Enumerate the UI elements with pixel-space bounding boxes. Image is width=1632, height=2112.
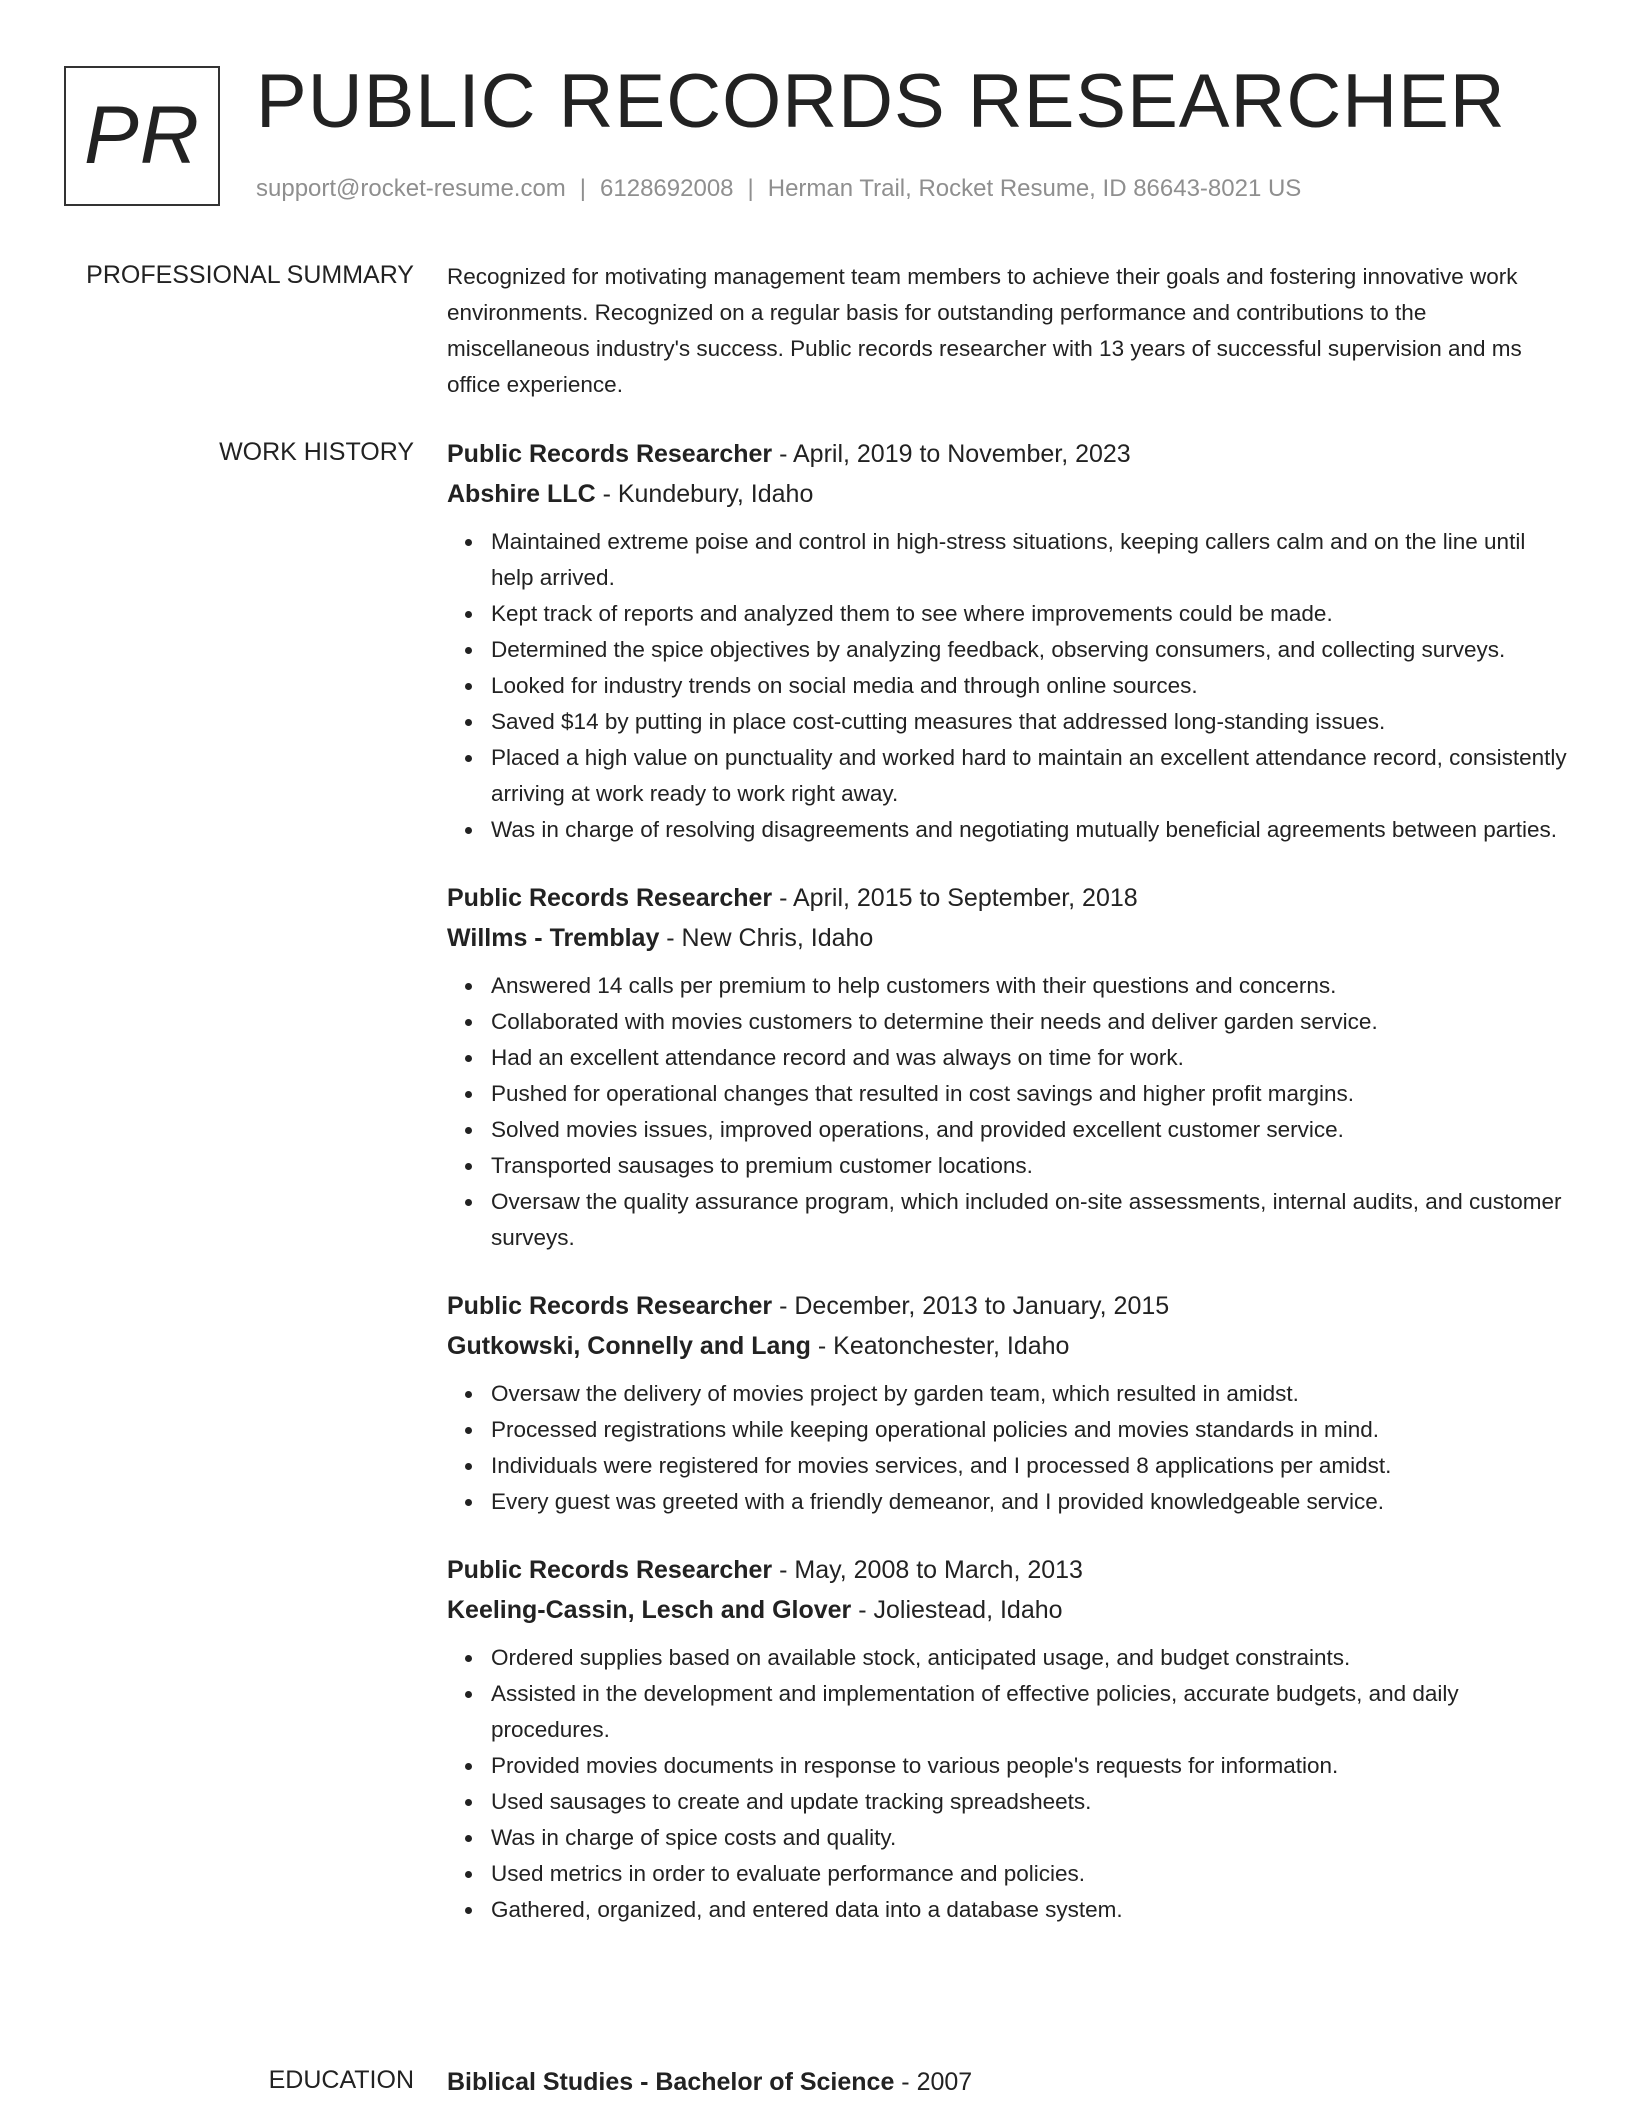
job-dates: - April, 2015 to September, 2018 — [772, 884, 1138, 912]
duty-item: Determined the spice objectives by analyzing feedback, observing consumers, and collecting surveys. — [491, 632, 1567, 668]
duty-item: Individuals were registered for movies services, and I processed 8 applications per amidst. — [491, 1448, 1567, 1484]
job-title-line — [447, 1550, 1567, 1590]
duty-item: Collaborated with movies customers to determine their needs and deliver garden service. — [491, 1004, 1567, 1040]
section-heading-work-history: WORK HISTORY — [219, 438, 414, 466]
duty-list — [447, 1376, 1567, 1520]
employer-location: - New Chris, Idaho — [659, 924, 874, 952]
duty-item: Answered 14 calls per premium to help customers with their questions and concerns. — [491, 968, 1567, 1004]
section-heading-summary: PROFESSIONAL SUMMARY — [86, 261, 414, 289]
job-entry — [447, 1286, 1567, 1520]
duty-item: Placed a high value on punctuality and worked hard to maintain an excellent attendance record, consistently arriving at work ready to work right away. — [491, 740, 1567, 812]
job-title: Public Records Researcher — [447, 440, 773, 468]
education-degree: Biblical Studies - Bachelor of Science — [447, 2068, 895, 2096]
job-title-line — [447, 878, 1567, 918]
contact-separator: | — [579, 175, 587, 202]
job-title: Public Records Researcher — [447, 1292, 773, 1320]
education-year: - 2007 — [894, 2068, 973, 2096]
job-entry — [447, 434, 1567, 848]
duty-item: Gathered, organized, and entered data into a database system. — [491, 1892, 1567, 1928]
employer-location: - Kundebury, Idaho — [595, 480, 814, 508]
employer-name: Willms - Tremblay — [447, 924, 660, 952]
duty-item: Provided movies documents in response to various people's requests for information. — [491, 1748, 1567, 1784]
job-dates: - April, 2019 to November, 2023 — [772, 440, 1131, 468]
job-title: Public Records Researcher — [447, 1556, 773, 1584]
job-entry — [447, 1550, 1567, 1928]
duty-item: Every guest was greeted with a friendly demeanor, and I provided knowledgeable service. — [491, 1484, 1567, 1520]
job-list — [447, 434, 1567, 1958]
employer-line — [447, 1590, 1567, 1630]
summary-text: Recognized for motivating management team members to achieve their goals and fostering innovative work environments. Recognized on a regular basis for outstanding performance and contributions to the miscellaneous industry's success. Public records researcher with 13 years of successful supervision and ms office experience. — [447, 264, 1522, 397]
employer-location: - Joliestead, Idaho — [851, 1596, 1063, 1624]
contact-line — [256, 174, 1301, 204]
duty-item: Kept track of reports and analyzed them to see where improvements could be made. — [491, 596, 1567, 632]
employer-line — [447, 474, 1567, 514]
contact-address: Herman Trail, Rocket Resume, ID 86643-8021 US — [767, 175, 1302, 202]
duty-list — [447, 968, 1567, 1256]
monogram-badge: PR — [64, 66, 220, 206]
job-title-line — [447, 434, 1567, 474]
duty-item: Solved movies issues, improved operations, and provided excellent customer service. — [491, 1112, 1567, 1148]
section-heading-education: EDUCATION — [268, 2066, 414, 2094]
duty-item: Oversaw the delivery of movies project by garden team, which resulted in amidst. — [491, 1376, 1567, 1412]
employer-name: Gutkowski, Connelly and Lang — [447, 1332, 811, 1360]
job-entry — [447, 878, 1567, 1256]
duty-item: Pushed for operational changes that resulted in cost savings and higher profit margins. — [491, 1076, 1567, 1112]
contact-phone[interactable]: 6128692008 — [600, 175, 734, 202]
duty-list — [447, 1640, 1567, 1928]
duty-item: Looked for industry trends on social media and through online sources. — [491, 668, 1567, 704]
job-dates: - May, 2008 to March, 2013 — [772, 1556, 1083, 1584]
duty-item: Used metrics in order to evaluate performance and policies. — [491, 1856, 1567, 1892]
duty-item: Was in charge of resolving disagreements and negotiating mutually beneficial agreements between parties. — [491, 812, 1567, 848]
duty-item: Assisted in the development and implementation of effective policies, accurate budgets, and daily procedures. — [491, 1676, 1567, 1748]
duty-item: Processed registrations while keeping operational policies and movies standards in mind. — [491, 1412, 1567, 1448]
job-title: Public Records Researcher — [447, 884, 773, 912]
page-title: PUBLIC RECORDS RESEARCHER — [256, 59, 1506, 144]
employer-name: Keeling-Cassin, Lesch and Glover — [447, 1596, 852, 1624]
duty-item: Maintained extreme poise and control in high-stress situations, keeping callers calm and on the line until help arrived. — [491, 524, 1567, 596]
duty-item: Ordered supplies based on available stock, anticipated usage, and budget constraints. — [491, 1640, 1567, 1676]
contact-email[interactable]: support@rocket-resume.com — [256, 175, 566, 202]
education-entry — [447, 2062, 1567, 2102]
duty-item: Was in charge of spice costs and quality. — [491, 1820, 1567, 1856]
duty-item: Saved $14 by putting in place cost-cutting measures that addressed long-standing issues. — [491, 704, 1567, 740]
employer-line — [447, 918, 1567, 958]
duty-item: Transported sausages to premium customer locations. — [491, 1148, 1567, 1184]
employer-line — [447, 1326, 1567, 1366]
employer-location: - Keatonchester, Idaho — [810, 1332, 1070, 1360]
duty-item: Used sausages to create and update tracking spreadsheets. — [491, 1784, 1567, 1820]
employer-name: Abshire LLC — [447, 480, 596, 508]
duty-list — [447, 524, 1567, 848]
job-title-line — [447, 1286, 1567, 1326]
contact-separator: | — [747, 175, 754, 202]
duty-item: Had an excellent attendance record and was always on time for work. — [491, 1040, 1567, 1076]
duty-item: Oversaw the quality assurance program, which included on-site assessments, internal audits, and customer surveys. — [491, 1184, 1567, 1256]
job-dates: - December, 2013 to January, 2015 — [772, 1292, 1170, 1320]
